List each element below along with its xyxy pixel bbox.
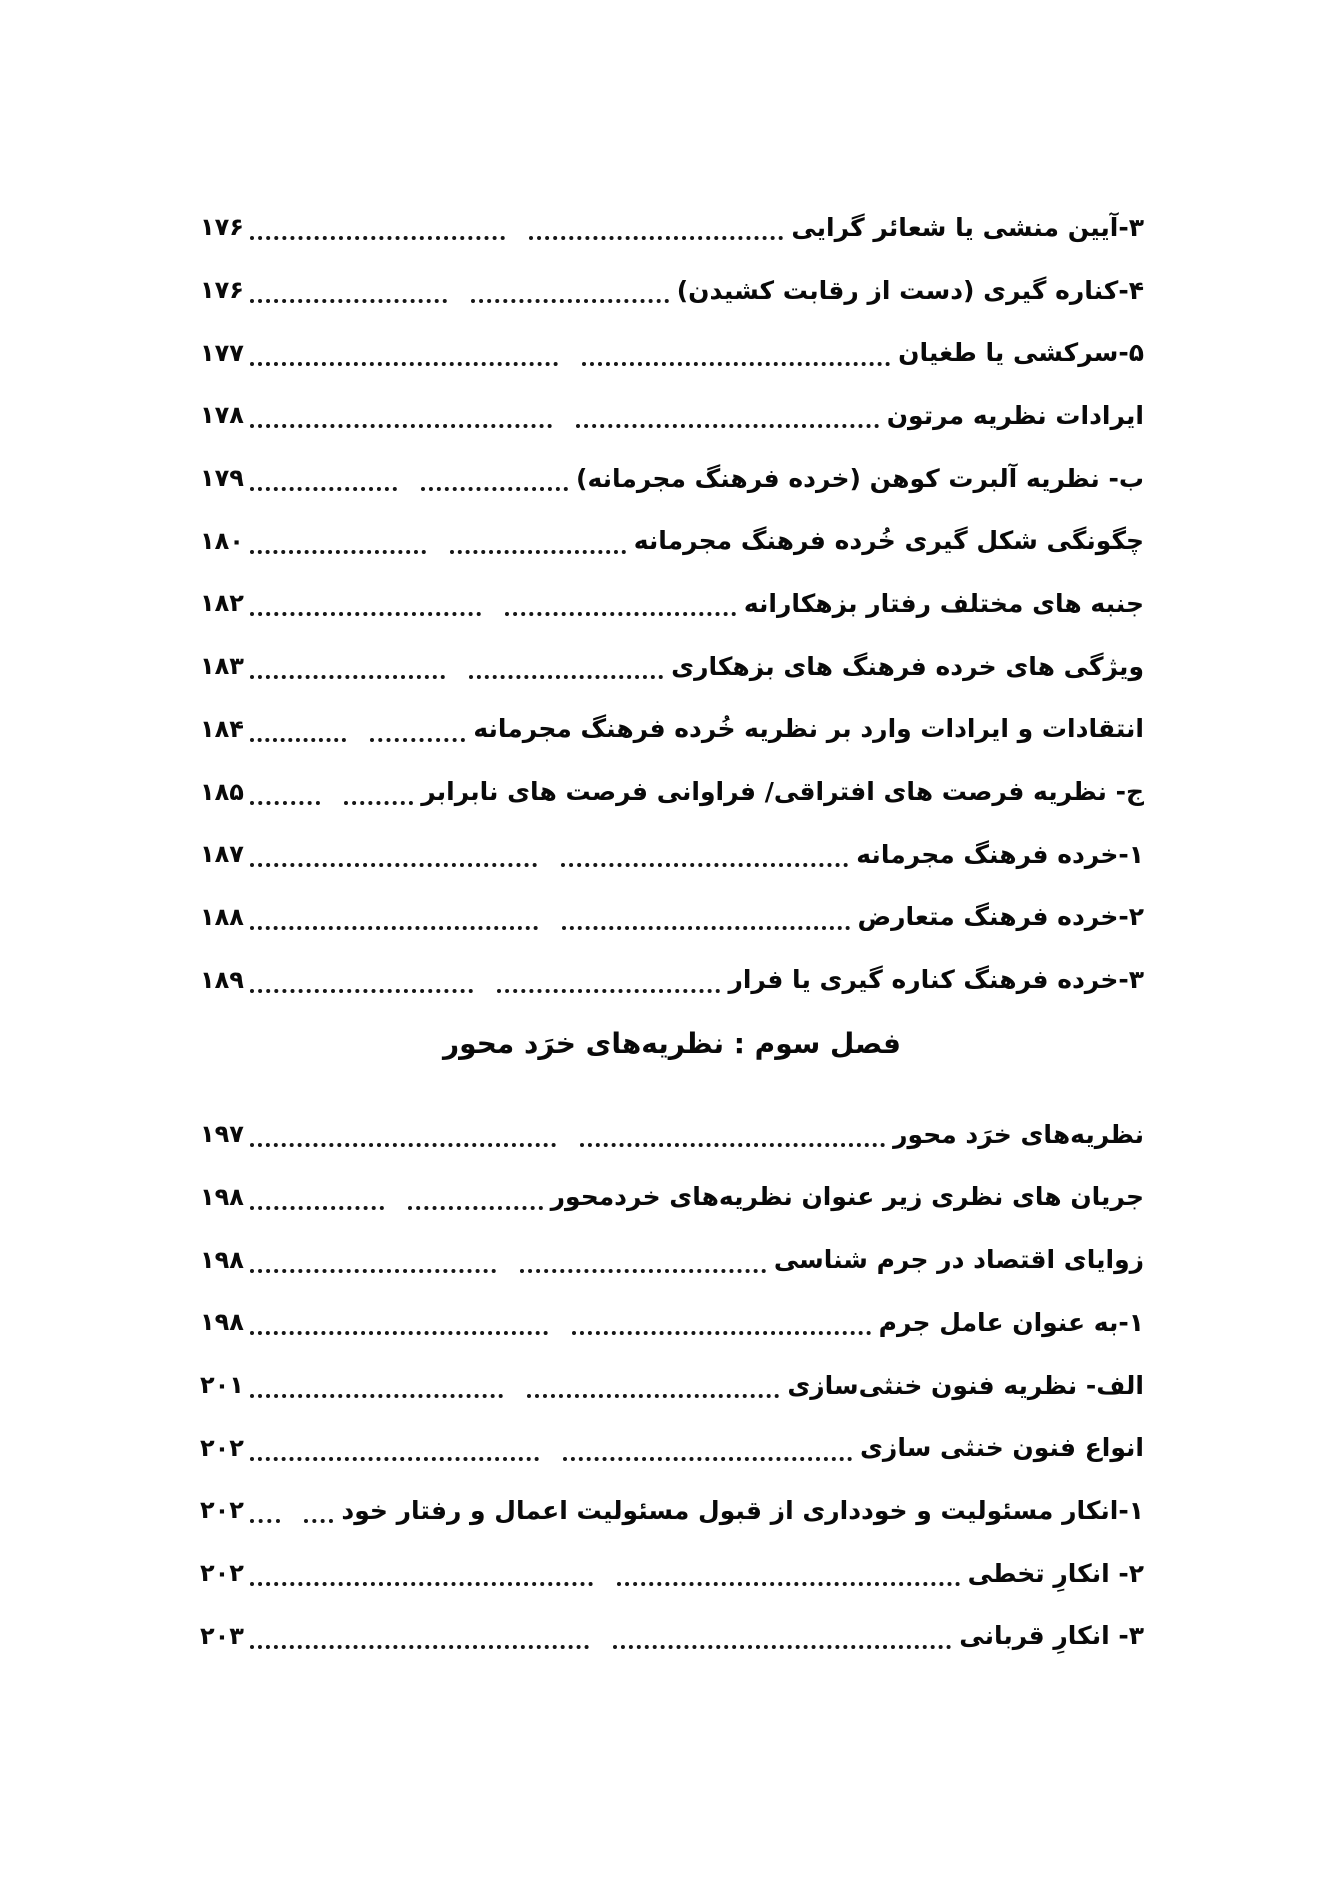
toc-page-number: ۱۹۸ xyxy=(200,1182,244,1211)
toc-entry-title: ج- نظریه فرصت های افتراقی/ فراوانی فرصت های نابرابر xyxy=(421,777,1144,807)
dot-leader xyxy=(250,801,413,805)
toc-page-number: ۱۹۷ xyxy=(200,1120,244,1149)
dot-leader xyxy=(250,1206,543,1210)
dot-leader xyxy=(250,675,663,679)
dot-leader xyxy=(250,863,848,867)
toc-row xyxy=(200,1416,1144,1479)
toc-entry-title: الف- نظریه فنون خنثی‌سازی xyxy=(787,1370,1144,1400)
toc-row xyxy=(200,1542,1144,1605)
toc-page-number: ۱۸۵ xyxy=(200,777,244,806)
toc-row xyxy=(200,447,1144,510)
toc-row xyxy=(200,823,1144,886)
dot-leader xyxy=(250,1582,960,1586)
toc-section-1 xyxy=(200,196,1144,1011)
toc-row xyxy=(200,886,1144,949)
toc-entry-title: ویژگی های خرده فرهنگ های بزهکاری xyxy=(671,651,1144,681)
toc-entry-title: انتقادات و ایرادات وارد بر نظریه خُرده فرهنگ مجرمانه xyxy=(473,714,1144,744)
toc-page-number: ۱۸۹ xyxy=(200,965,244,994)
toc-section-2 xyxy=(200,1103,1144,1667)
toc-row xyxy=(200,1103,1144,1166)
toc-page-number: ۲۰۳ xyxy=(200,1621,244,1650)
toc-entry-title: جریان های نظری زیر عنوان نظریه‌های خردمحور xyxy=(550,1182,1144,1212)
toc-row xyxy=(200,948,1144,1011)
toc-page-number: ۱۷۷ xyxy=(200,338,244,367)
toc-entry-title: ۴-کناره گیری (دست از رقابت کشیدن) xyxy=(676,275,1144,305)
toc-entry-title: نظریه‌های خرَد محور xyxy=(893,1119,1144,1149)
toc-entry-title: زوایای اقتصاد در جرم شناسی xyxy=(773,1245,1144,1275)
toc-page-number: ۱۷۹ xyxy=(200,464,244,493)
toc-row xyxy=(200,259,1144,322)
toc-page-number: ۱۸۰ xyxy=(200,526,244,555)
dot-leader xyxy=(250,1331,871,1335)
toc-page-number: ۱۸۴ xyxy=(200,714,244,743)
dot-leader xyxy=(250,362,890,366)
dot-leader xyxy=(250,236,783,240)
toc-entry-title: ب- نظریه آلبرت کوهن (خرده فرهنگ مجرمانه) xyxy=(576,463,1144,493)
toc-page-number: ۱۷۶ xyxy=(200,213,244,242)
toc-page-number: ۱۸۳ xyxy=(200,652,244,681)
dot-leader xyxy=(250,1457,852,1461)
toc-page-number: ۱۸۲ xyxy=(200,589,244,618)
toc-entry-title: ۱-انکار مسئولیت و خودداری از قبول مسئولیت اعمال و رفتار خود xyxy=(341,1495,1144,1525)
dot-leader xyxy=(250,550,626,554)
toc-row xyxy=(200,321,1144,384)
toc-row xyxy=(200,509,1144,572)
toc-page-number: ۱۹۸ xyxy=(200,1308,244,1337)
toc-entry-title: جنبه های مختلف رفتار بزهکارانه xyxy=(743,588,1144,618)
toc-page-number: ۲۰۲ xyxy=(200,1433,244,1462)
toc-entry-title: ۳-آیین منشی یا شعائر گرایی xyxy=(791,212,1144,242)
dot-leader xyxy=(250,1394,779,1398)
dot-leader xyxy=(250,926,850,930)
toc-row xyxy=(200,760,1144,823)
toc-entry-title: ۳-خرده فرهنگ کناره گیری یا فرار xyxy=(728,965,1144,995)
toc-row xyxy=(200,384,1144,447)
dot-leader xyxy=(250,738,465,742)
toc-row xyxy=(200,635,1144,698)
toc-page-number: ۲۰۲ xyxy=(200,1496,244,1525)
dot-leader xyxy=(250,299,669,303)
toc-page-number: ۱۷۸ xyxy=(200,401,244,430)
toc-page-number: ۱۸۷ xyxy=(200,840,244,869)
toc-page-number: ۲۰۲ xyxy=(200,1559,244,1588)
toc-entry-title: ۳- انکارِ قربانی xyxy=(959,1621,1144,1651)
dot-leader xyxy=(250,1519,333,1523)
toc-row xyxy=(200,196,1144,259)
dot-leader xyxy=(250,424,879,428)
toc-row xyxy=(200,1354,1144,1417)
toc-row xyxy=(200,1604,1144,1667)
toc-content xyxy=(200,196,1144,1667)
toc-page-number: ۱۸۸ xyxy=(200,902,244,931)
toc-row xyxy=(200,572,1144,635)
dot-leader xyxy=(250,612,736,616)
chapter-heading: فصل سوم : نظریه‌های خرَد محور xyxy=(443,1026,901,1060)
toc-row xyxy=(200,1166,1144,1229)
dot-leader xyxy=(250,1143,885,1147)
toc-entry-title: ۲-خرده فرهنگ متعارض xyxy=(857,902,1144,932)
toc-entry-title: ۱-به عنوان عامل جرم xyxy=(878,1307,1144,1337)
toc-page-number: ۲۰۱ xyxy=(200,1371,244,1400)
toc-page-number: ۱۹۸ xyxy=(200,1245,244,1274)
toc-entry-title: انواع فنون خنثی سازی xyxy=(860,1433,1144,1463)
toc-row xyxy=(200,1228,1144,1291)
toc-page-number: ۱۷۶ xyxy=(200,276,244,305)
toc-row xyxy=(200,1291,1144,1354)
toc-entry-title: ۵-سرکشی یا طغیان xyxy=(898,338,1144,368)
toc-row xyxy=(200,1479,1144,1542)
toc-row xyxy=(200,698,1144,761)
dot-leader xyxy=(250,487,568,491)
dot-leader xyxy=(250,989,721,993)
toc-entry-title: ایرادات نظریه مرتون xyxy=(886,400,1144,430)
dot-leader xyxy=(250,1645,951,1649)
dot-leader xyxy=(250,1269,766,1273)
toc-entry-title: ۲- انکارِ تخطی xyxy=(967,1558,1144,1588)
toc-entry-title: ۱-خرده فرهنگ مجرمانه xyxy=(856,839,1144,869)
toc-entry-title: چگونگی شکل گیری خُرده فرهنگ مجرمانه xyxy=(633,526,1144,556)
